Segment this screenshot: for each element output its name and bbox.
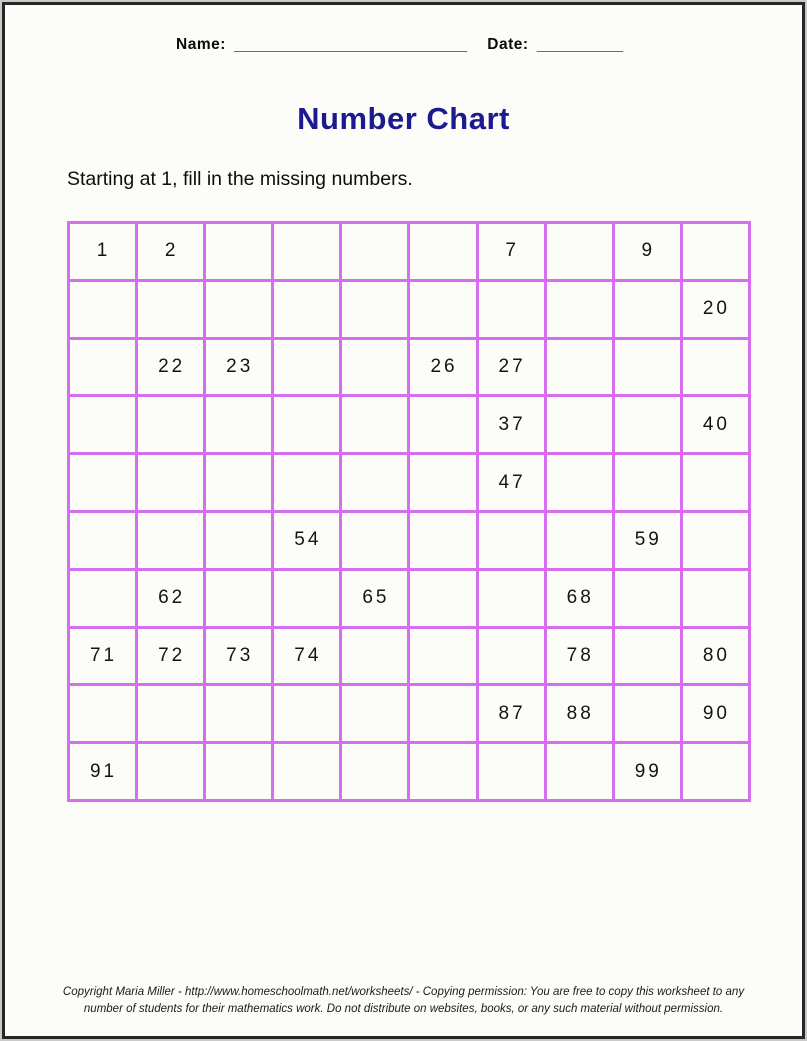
footer <box>5 984 802 1017</box>
grid-cell-empty <box>341 743 409 801</box>
grid-cell-empty <box>341 280 409 338</box>
grid-cell-empty <box>341 454 409 512</box>
grid-cell-empty <box>613 454 681 512</box>
grid-cell-filled: 1 <box>69 223 137 281</box>
grid-cell-empty <box>545 280 613 338</box>
grid-cell-empty <box>477 627 545 685</box>
grid-cell-filled: 99 <box>613 743 681 801</box>
grid-cell-filled: 62 <box>137 569 205 627</box>
grid-cell-empty <box>137 454 205 512</box>
grid-cell-empty <box>613 569 681 627</box>
grid-cell-empty <box>273 338 341 396</box>
grid-cell-filled: 90 <box>681 685 749 743</box>
grid-cell-empty <box>409 685 477 743</box>
grid-cell-empty <box>545 454 613 512</box>
grid-cell-empty <box>273 280 341 338</box>
grid-row <box>69 454 750 512</box>
grid-cell-filled: 47 <box>477 454 545 512</box>
grid-cell-empty <box>545 223 613 281</box>
instruction-text: Starting at 1, fill in the missing numbers. <box>67 168 413 190</box>
grid-cell-empty <box>341 511 409 569</box>
grid-cell-empty <box>205 454 273 512</box>
grid-cell-empty <box>613 338 681 396</box>
grid-cell-empty <box>273 743 341 801</box>
grid-cell-filled: 37 <box>477 396 545 454</box>
grid-cell-empty <box>409 511 477 569</box>
grid-cell-empty <box>69 511 137 569</box>
grid-cell-empty <box>69 569 137 627</box>
grid-cell-filled: 40 <box>681 396 749 454</box>
grid-cell-empty <box>205 280 273 338</box>
grid-cell-empty <box>205 685 273 743</box>
grid-cell-empty <box>545 338 613 396</box>
grid-cell-empty <box>681 743 749 801</box>
grid-cell-filled: 27 <box>477 338 545 396</box>
grid-cell-empty <box>613 396 681 454</box>
grid-cell-filled: 91 <box>69 743 137 801</box>
grid-cell-empty <box>205 511 273 569</box>
grid-cell-filled: 23 <box>205 338 273 396</box>
grid-cell-empty <box>273 454 341 512</box>
grid-cell-empty <box>137 280 205 338</box>
grid-cell-empty <box>681 338 749 396</box>
grid-row <box>69 685 750 743</box>
grid-cell-empty <box>477 569 545 627</box>
grid-cell-filled: 7 <box>477 223 545 281</box>
grid-cell-empty <box>137 743 205 801</box>
grid-cell-empty <box>613 685 681 743</box>
grid-row <box>69 569 750 627</box>
grid-cell-filled: 68 <box>545 569 613 627</box>
grid-cell-empty <box>341 223 409 281</box>
number-grid-body <box>69 223 750 801</box>
grid-cell-empty <box>69 280 137 338</box>
grid-cell-filled: 78 <box>545 627 613 685</box>
grid-row <box>69 396 750 454</box>
name-fill-line: ___________________________ <box>234 36 467 53</box>
grid-cell-empty <box>409 743 477 801</box>
grid-cell-empty <box>341 627 409 685</box>
copyright-line-2: number of students for their mathematics work. Do not distribute on websites, books, or any such material without permission. <box>83 1002 724 1015</box>
grid-cell-empty <box>137 511 205 569</box>
grid-row <box>69 223 750 281</box>
grid-cell-filled: 74 <box>273 627 341 685</box>
grid-cell-empty <box>409 280 477 338</box>
grid-cell-filled: 65 <box>341 569 409 627</box>
worksheet-page <box>2 2 805 1039</box>
date-fill-line: __________ <box>536 36 624 53</box>
page-title: Number Chart <box>297 101 510 136</box>
grid-cell-filled: 73 <box>205 627 273 685</box>
date-label: Date: <box>487 36 529 53</box>
grid-cell-filled: 2 <box>137 223 205 281</box>
grid-cell-empty <box>205 223 273 281</box>
grid-cell-empty <box>273 396 341 454</box>
grid-cell-empty <box>681 569 749 627</box>
grid-cell-filled: 88 <box>545 685 613 743</box>
grid-row <box>69 511 750 569</box>
grid-cell-empty <box>409 396 477 454</box>
grid-cell-empty <box>681 223 749 281</box>
grid-cell-empty <box>545 396 613 454</box>
grid-cell-empty <box>409 569 477 627</box>
grid-cell-empty <box>681 454 749 512</box>
grid-row <box>69 627 750 685</box>
grid-cell-empty <box>341 685 409 743</box>
grid-cell-filled: 59 <box>613 511 681 569</box>
grid-cell-filled: 72 <box>137 627 205 685</box>
grid-row <box>69 338 750 396</box>
grid-cell-filled: 80 <box>681 627 749 685</box>
grid-cell-empty <box>613 280 681 338</box>
grid-cell-empty <box>205 743 273 801</box>
grid-cell-empty <box>681 511 749 569</box>
grid-cell-filled: 87 <box>477 685 545 743</box>
grid-cell-filled: 54 <box>273 511 341 569</box>
grid-cell-empty <box>409 627 477 685</box>
grid-cell-empty <box>545 743 613 801</box>
grid-cell-empty <box>341 396 409 454</box>
grid-cell-empty <box>613 627 681 685</box>
grid-cell-empty <box>69 396 137 454</box>
grid-cell-empty <box>69 338 137 396</box>
grid-cell-empty <box>545 511 613 569</box>
copyright-line-1: Copyright Maria Miller - http://www.homeschoolmath.net/worksheets/ - Copying permission: You are free to copy this worksheet to any <box>62 986 745 998</box>
grid-cell-empty <box>477 280 545 338</box>
grid-row <box>69 743 750 801</box>
grid-cell-empty <box>273 223 341 281</box>
grid-cell-empty <box>137 396 205 454</box>
grid-cell-empty <box>137 685 205 743</box>
grid-cell-empty <box>477 743 545 801</box>
grid-row <box>69 280 750 338</box>
grid-cell-empty <box>409 454 477 512</box>
grid-cell-filled: 22 <box>137 338 205 396</box>
grid-cell-filled: 9 <box>613 223 681 281</box>
grid-cell-empty <box>273 685 341 743</box>
grid-cell-empty <box>273 569 341 627</box>
number-grid <box>67 221 751 802</box>
grid-cell-empty <box>205 569 273 627</box>
grid-cell-empty <box>409 223 477 281</box>
grid-cell-empty <box>69 685 137 743</box>
grid-cell-filled: 26 <box>409 338 477 396</box>
grid-cell-filled: 20 <box>681 280 749 338</box>
grid-cell-empty <box>69 454 137 512</box>
name-label: Name: <box>176 36 226 53</box>
grid-cell-empty <box>205 396 273 454</box>
grid-cell-empty <box>341 338 409 396</box>
grid-cell-filled: 71 <box>69 627 137 685</box>
grid-cell-empty <box>477 511 545 569</box>
header <box>176 36 623 54</box>
